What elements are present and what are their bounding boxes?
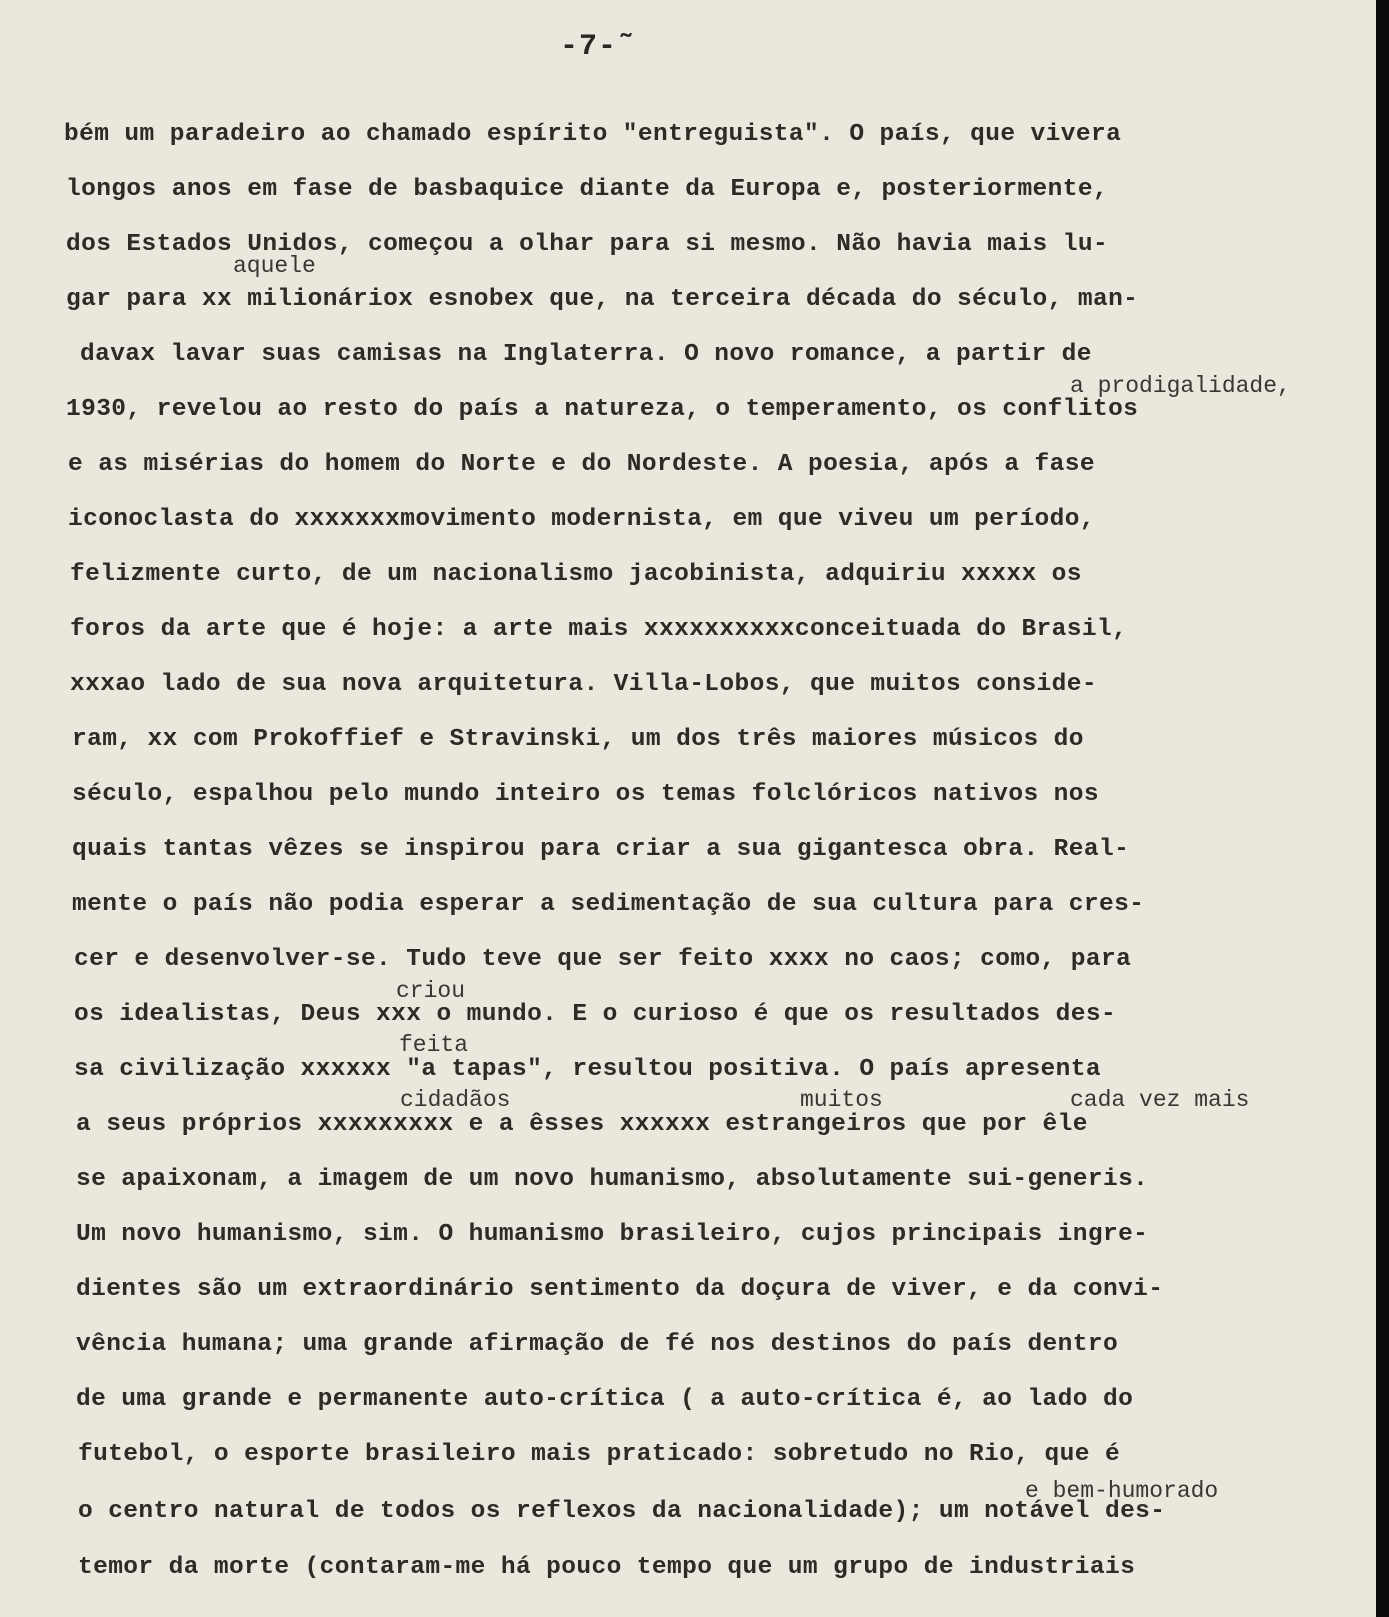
text-line: dientes são um extraordinário sentimento da doçura de viver, e da convi-	[76, 1276, 1164, 1303]
text-line: e as misérias do homem do Norte e do Nordeste. A poesia, após a fase	[68, 451, 1095, 478]
text-line: felizmente curto, de um nacionalismo jacobinista, adquiriu xxxxx os	[70, 561, 1082, 588]
text-line: vência humana; uma grande afirmação de fé nos destinos do país dentro	[76, 1331, 1119, 1358]
text-line: temor da morte (contaram-me há pouco tempo que um grupo de industriais	[78, 1554, 1136, 1581]
text-line: bém um paradeiro ao chamado espírito "entreguista". O país, que vivera	[64, 121, 1122, 148]
text-line: futebol, o esporte brasileiro mais praticado: sobretudo no Rio, que é	[78, 1441, 1121, 1468]
text-line: sa civilização xxxxxx "a tapas", resultou positiva. O país apresenta	[74, 1056, 1101, 1083]
text-line: de uma grande e permanente auto-crítica ( a auto-crítica é, ao lado do	[76, 1386, 1134, 1413]
interlinear-note: cada vez mais	[1070, 1087, 1250, 1113]
text-line: os idealistas, Deus xxx o mundo. E o curioso é que os resultados des-	[74, 1001, 1117, 1028]
text-line: longos anos em fase de basbaquice diante da Europa e, posteriormente,	[66, 176, 1109, 203]
interlinear-note: e bem-humorado	[1025, 1478, 1219, 1504]
text-line: xxxao lado de sua nova arquitetura. Villa-Lobos, que muitos conside-	[70, 671, 1097, 698]
text-line: a seus próprios xxxxxxxxx e a êsses xxxxxx estrangeiros que por êle	[76, 1111, 1088, 1138]
text-line: davax lavar suas camisas na Inglaterra. O novo romance, a partir de	[80, 341, 1092, 368]
interlinear-note: a prodigalidade,	[1070, 373, 1291, 399]
text-line: ram, xx com Prokoffief e Stravinski, um dos três maiores músicos do	[72, 726, 1084, 753]
text-line: mente o país não podia esperar a sedimentação de sua cultura para cres-	[72, 891, 1145, 918]
text-line: foros da arte que é hoje: a arte mais xxxxxxxxxxconceituada do Brasil,	[70, 616, 1128, 643]
text-line: dos Estados Unidos, começou a olhar para si mesmo. Não havia mais lu-	[66, 231, 1109, 258]
text-line: quais tantas vêzes se inspirou para criar a sua gigantesca obra. Real-	[72, 836, 1130, 863]
interlinear-note: criou	[396, 978, 466, 1004]
text-line: iconoclasta do xxxxxxxmovimento modernista, em que viveu um período,	[68, 506, 1095, 533]
text-line: Um novo humanismo, sim. O humanismo brasileiro, cujos principais ingre-	[76, 1221, 1149, 1248]
text-line: se apaixonam, a imagem de um novo humanismo, absolutamente sui-generis.	[76, 1166, 1149, 1193]
interlinear-note: feita	[399, 1032, 469, 1058]
text-line: século, espalhou pelo mundo inteiro os temas folclóricos nativos nos	[72, 781, 1099, 808]
interlinear-note: aquele	[233, 253, 316, 279]
page-number: -7-˜	[560, 30, 637, 64]
text-line: 1930, revelou ao resto do país a natureza, o temperamento, os conflitos	[66, 396, 1139, 423]
text-line: o centro natural de todos os reflexos da nacionalidade); um notável des-	[78, 1498, 1166, 1525]
interlinear-note: muitos	[800, 1087, 883, 1113]
text-line: cer e desenvolver-se. Tudo teve que ser feito xxxx no caos; como, para	[74, 946, 1132, 973]
interlinear-note: cidadãos	[400, 1087, 511, 1113]
scan-edge	[1376, 0, 1389, 1617]
text-line: gar para xx milionáriox esnobex que, na terceira década do século, man-	[66, 286, 1139, 313]
